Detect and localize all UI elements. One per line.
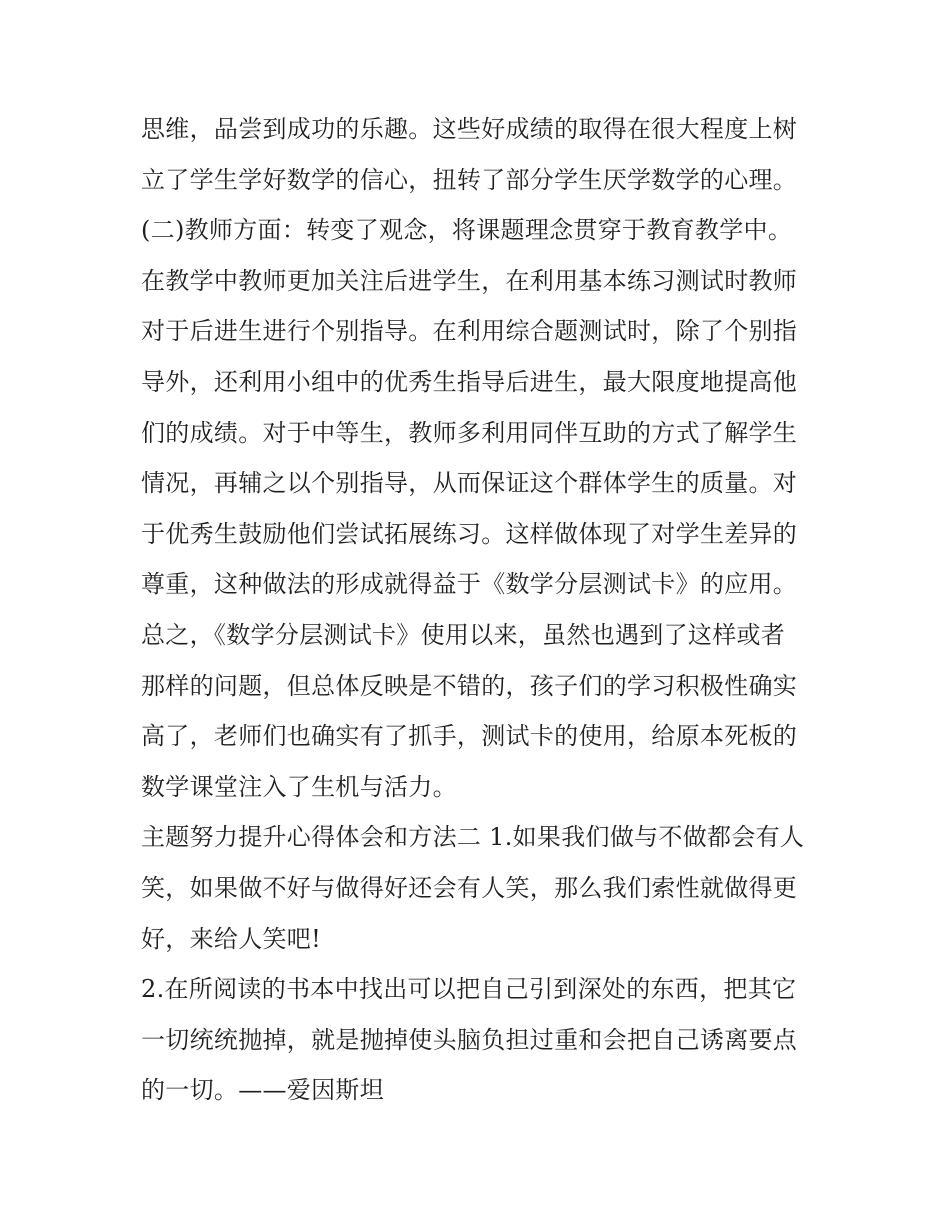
- text-line: 主题努力提升心得体会和方法二 1.如果我们做与不做都会有人: [141, 823, 805, 852]
- text-line: 们的成绩。对于中等生，教师多利用同伴互助的方式了解学生: [141, 418, 798, 447]
- text-line: 好，来给人笑吧!: [141, 924, 322, 953]
- text-line: 在教学中教师更加关注后进学生，在利用基本练习测试时教师: [141, 266, 798, 295]
- text-line: 于优秀生鼓励他们尝试拓展练习。这样做体现了对学生差异的: [141, 519, 798, 548]
- text-line: 尊重，这种做法的形成就得益于《数学分层测试卡》的应用。: [141, 570, 798, 599]
- text-line: 情况，再辅之以个别指导，从而保证这个群体学生的质量。对: [141, 469, 798, 498]
- text-line: 那样的问题，但总体反映是不错的，孩子们的学习积极性确实: [141, 671, 798, 700]
- text-line: 对于后进生进行个别指导。在利用综合题测试时，除了个别指: [141, 317, 798, 346]
- text-line: 2.在所阅读的书本中找出可以把自己引到深处的东西，把其它: [141, 975, 797, 1004]
- text-line: 思维，品尝到成功的乐趣。这些好成绩的取得在很大程度上树: [141, 115, 798, 143]
- text-line: 立了学生学好数学的信心，扭转了部分学生厌学数学的心理。: [141, 165, 798, 194]
- text-line: 的一切。——爱因斯坦: [141, 1076, 384, 1105]
- text-line: 总之，《数学分层测试卡》使用以来，虽然也遇到了这样或者: [141, 620, 786, 649]
- text-line: 笑，如果做不好与做得好还会有人笑，那么我们索性就做得更: [141, 873, 798, 902]
- text-line: 一切统统抛掉，就是抛掉使头脑负担过重和会把自己诱离要点: [141, 1025, 798, 1054]
- document-body: [141, 104, 821, 1116]
- text-line: 导外，还利用小组中的优秀生指导后进生，最大限度地提高他: [141, 367, 798, 396]
- text-line: 数学课堂注入了生机与活力。: [141, 772, 457, 801]
- text-line: (二)教师方面：转变了观念，将课题理念贯穿于教育教学中。: [141, 216, 793, 245]
- text-line: 高了，老师们也确实有了抓手，测试卡的使用，给原本死板的: [141, 722, 798, 751]
